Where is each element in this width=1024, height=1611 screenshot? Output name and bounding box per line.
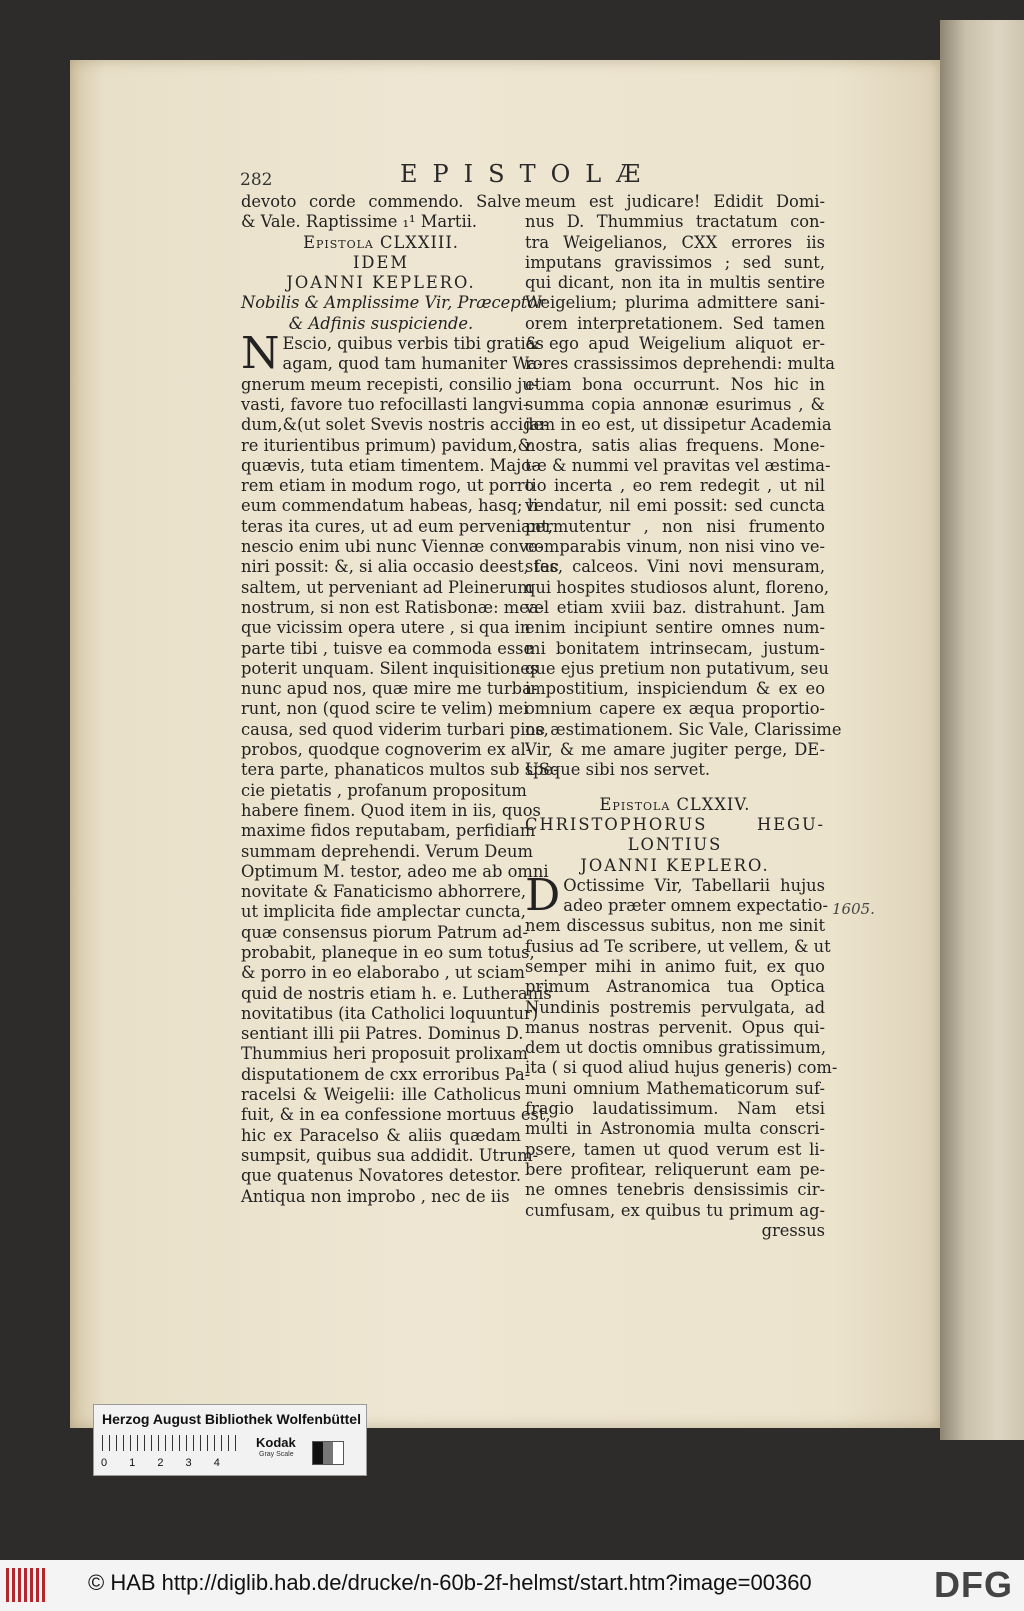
text-line: comparabis vinum, non nisi vino ve- — [525, 537, 825, 557]
letter-author: IDEM — [352, 252, 410, 272]
scale-ruler — [102, 1435, 242, 1451]
text-line: tera parte, phanaticos multos sub spe- — [241, 760, 559, 780]
text-line: habere finem. Quod item in iis, quos — [241, 800, 541, 820]
text-line: jam in eo est, ut dissipetur Academia — [525, 415, 832, 435]
letter-author: CHRISTOPHORUS HEGU- — [525, 814, 825, 834]
dropcap-letter: D — [525, 869, 561, 921]
text-line: causa, sed quod viderim turbari pios, — [241, 719, 549, 739]
library-label — [93, 1404, 367, 1476]
page-number: 282 — [240, 170, 273, 190]
text-line: sumpsit, quibus sua addidit. Utrum- — [241, 1145, 539, 1165]
text-line: tio incerta , eo rem redegit , ut nil — [525, 476, 825, 496]
text-line: summa copia annonæ esurimus , & — [525, 394, 825, 414]
footer-source-link[interactable]: © HAB http://diglib.hab.de/drucke/n-60b-2f-helmst/start.htm?image=00360 — [88, 1570, 812, 1595]
text-line: stes, calceos. Vini novi mensuram, — [525, 557, 825, 577]
text-line: cie pietatis , profanum propositum — [241, 780, 527, 800]
letter-heading: Epistola CLXXIV. — [599, 794, 751, 814]
text-line: agam, quod tam humaniter Wa- — [282, 354, 543, 374]
footer-bar — [0, 1560, 1024, 1611]
gray-scale-swatch — [312, 1441, 344, 1465]
kodak-logo: Kodak — [256, 1435, 296, 1450]
text-line: qui dicant, non ita in multis sentire — [525, 273, 825, 293]
letter-recipient: JOANNI KEPLERO. — [286, 273, 476, 293]
text-line: muni omnium Mathematicorum suf- — [525, 1078, 825, 1098]
text-line: meum est judicare! Edidit Domi- — [525, 192, 825, 211]
text-line: primum Astranomica tua Optica — [525, 977, 825, 997]
letter-recipient: JOANNI KEPLERO. — [580, 855, 770, 875]
text-line: ut implicita fide amplectar cuncta, — [241, 902, 526, 922]
text-line: nostrum, si non est Ratisbonæ: mea- — [241, 597, 545, 617]
text-line: semper mihi in animo fuit, ex quo — [525, 956, 825, 976]
text-line: maxime fidos reputabam, perfidiam — [241, 821, 536, 841]
text-line: rem etiam in modum rogo, ut porro — [241, 476, 535, 496]
dropcap-block — [241, 328, 544, 380]
facing-page-edge — [940, 20, 1024, 1440]
text-line: Antiqua non improbo , nec de iis — [241, 1186, 510, 1206]
text-line: Octissime Vir, Tabellarii hujus — [563, 875, 825, 895]
text-line: fuit, & in ea confessione mortuus est, — [241, 1105, 551, 1125]
ruler-numbers: 0 1 2 3 4 — [101, 1457, 220, 1469]
text-line: nunc apud nos, quæ mire me turba- — [241, 679, 538, 699]
text-line: quæ consensus piorum Patrum ad- — [241, 922, 528, 942]
text-line: ne æstimationem. Sic Vale, Clarissime — [525, 719, 842, 739]
text-line: novitatibus (ita Catholici loquuntur) — [241, 1003, 539, 1023]
text-line: dum,&(ut solet Svevis nostris accide- — [241, 415, 549, 435]
text-line: summam deprehendi. Verum Deum — [241, 841, 533, 861]
text-line: bere profitear, reliquerunt eam pe- — [525, 1159, 825, 1179]
text-line: permutentur , non nisi frumento — [525, 516, 825, 536]
text-line: tra Weigelianos, CXX errores iis — [525, 232, 825, 252]
library-label-title: Herzog August Bibliothek Wolfenbüttel — [102, 1411, 361, 1427]
text-line: Weigelium; plurima admittere sani- — [525, 293, 825, 313]
salutation-line: & Adfinis suspiciende. — [288, 313, 474, 333]
left-column — [241, 192, 559, 1207]
text-line: teras ita cures, ut ad eum perveniant, — [241, 516, 554, 536]
text-line: disputationem de cxx erroribus Pa- — [241, 1064, 531, 1084]
text-line: nescio enim ubi nunc Viennæ conve- — [241, 537, 544, 557]
text-line: ita ( si quod aliud hujus generis) com- — [525, 1058, 838, 1078]
text-line: fusius ad Te scribere, ut vellem, & ut — [525, 936, 831, 956]
text-line: vel etiam xviii baz. distrahunt. Jam — [525, 597, 825, 617]
text-line: novitate & Fanaticismo abhorrere, — [241, 882, 527, 902]
text-line: poterit unquam. Silent inquisitiones — [241, 658, 539, 678]
text-line: que quatenus Novatores detestor. — [241, 1166, 521, 1186]
dropcap-letter: N — [241, 328, 280, 380]
text-line: devoto corde commendo. Salve — [241, 192, 521, 211]
text-line: runt, non (quod scire te velim) mei — [241, 699, 529, 719]
text-line: Escio, quibus verbis tibi gratias — [282, 334, 544, 354]
margin-note: 1605. — [832, 900, 875, 918]
text-line: enim incipiunt sentire omnes num- — [525, 618, 825, 638]
dfg-logo: DFG — [934, 1564, 1013, 1605]
text-line: & Vale. Raptissime ₁¹ Martii. — [241, 212, 478, 232]
text-line: Vir, & me amare jugiter perge, DE- — [525, 740, 825, 760]
section-gap — [525, 781, 825, 795]
text-line: Optimum M. testor, adeo me ab omni — [241, 861, 549, 881]
text-line: que vicissim opera utere , si qua in — [241, 618, 531, 638]
catchword: gressus — [761, 1220, 825, 1240]
text-line: nostra, satis alias frequens. Mone- — [525, 435, 825, 455]
text-line: psere, tamen ut quod verum est li- — [525, 1139, 825, 1159]
running-head: EPISTOLÆ — [400, 160, 656, 188]
text-line: & porro in eo elaborabo , ut sciam — [241, 963, 525, 983]
text-line: nem discessus subitus, non me sinit — [525, 916, 825, 936]
text-line: re iturientibus primum) pavidum,& — [241, 435, 532, 455]
text-line: omnium capere ex æqua proportio- — [525, 699, 825, 719]
text-line: adeo præter omnem expectatio- — [563, 896, 828, 916]
text-line: hic ex Paracelso & aliis quædam — [241, 1125, 521, 1145]
right-column — [525, 192, 842, 1241]
text-line: eum commendatum habeas, hasq; li- — [241, 496, 544, 516]
text-line: impostitium, inspiciendum & ex eo — [525, 679, 825, 699]
salutation-line: Nobilis & Amplissime Vir, Præceptor — [241, 293, 545, 313]
text-line: orem interpretationem. Sed tamen — [525, 313, 825, 333]
text-line: racelsi & Weigelii: ille Catholicus — [241, 1085, 521, 1105]
text-line: nus D. Thummius tractatum con- — [525, 212, 825, 232]
text-line: probos, quodque cognoverim ex al- — [241, 740, 532, 760]
text-line: cumfusam, ex quibus tu primum ag- — [525, 1200, 825, 1220]
dropcap-block — [525, 869, 828, 921]
text-line: niri possit: &, si alia occasio deest, fac — [241, 557, 559, 577]
letter-heading: Epistola CLXXIII. — [303, 232, 459, 252]
text-line: sentiant illi pii Patres. Dominus D. — [241, 1024, 524, 1044]
text-line: vasti, favore tuo refocillasti langvi- — [241, 394, 529, 414]
text-line: ne omnes tenebris densissimis cir- — [525, 1180, 825, 1200]
gray-scale-label: Gray Scale — [259, 1451, 294, 1458]
text-line: probabit, planeque in eo sum totus, — [241, 942, 535, 962]
text-line: manus nostras pervenit. Opus qui- — [525, 1017, 825, 1037]
text-line: dem ut doctis omnibus gratissimum, — [525, 1038, 826, 1058]
text-line: qui hospites studiosos alunt, floreno, — [525, 577, 830, 597]
text-line: tæ & nummi vel pravitas vel æstima- — [525, 455, 831, 475]
text-line: Nundinis postremis pervulgata, ad — [525, 997, 825, 1017]
text-line: gnerum meum recepisti, consilio ju- — [241, 374, 539, 394]
text-line: Thummius heri proposuit prolixam — [241, 1044, 528, 1064]
text-line: vendatur, nil emi possit: sed cuncta — [525, 496, 825, 516]
text-line: saltem, ut perveniant ad Pleinerum — [241, 577, 533, 597]
text-line: rores crassissimos deprehendi: multa — [525, 354, 835, 374]
text-line: & ego apud Weigelium aliquot er- — [525, 334, 825, 354]
text-line: etiam bona occurrunt. Nos hic in — [525, 374, 825, 394]
letter-author-cont: LONTIUS — [627, 835, 723, 855]
barcode-icon — [6, 1568, 48, 1602]
text-line: fragio laudatissimum. Nam etsi — [525, 1099, 825, 1119]
text-line: parte tibi , tuisve ea commoda esse — [241, 638, 534, 658]
text-line: quævis, tuta etiam timentem. Majo- — [241, 455, 537, 475]
text-line: mi bonitatem intrinsecam, justum- — [525, 638, 825, 658]
text-line: USque sibi nos servet. — [525, 760, 711, 780]
text-line: que ejus pretium non putativum, seu — [525, 658, 829, 678]
text-line: multi in Astronomia multa conscri- — [525, 1119, 825, 1139]
text-line: quid de nostris etiam h. e. Lutheranis — [241, 983, 552, 1003]
text-line: imputans gravissimos ; sed sunt, — [525, 252, 825, 272]
